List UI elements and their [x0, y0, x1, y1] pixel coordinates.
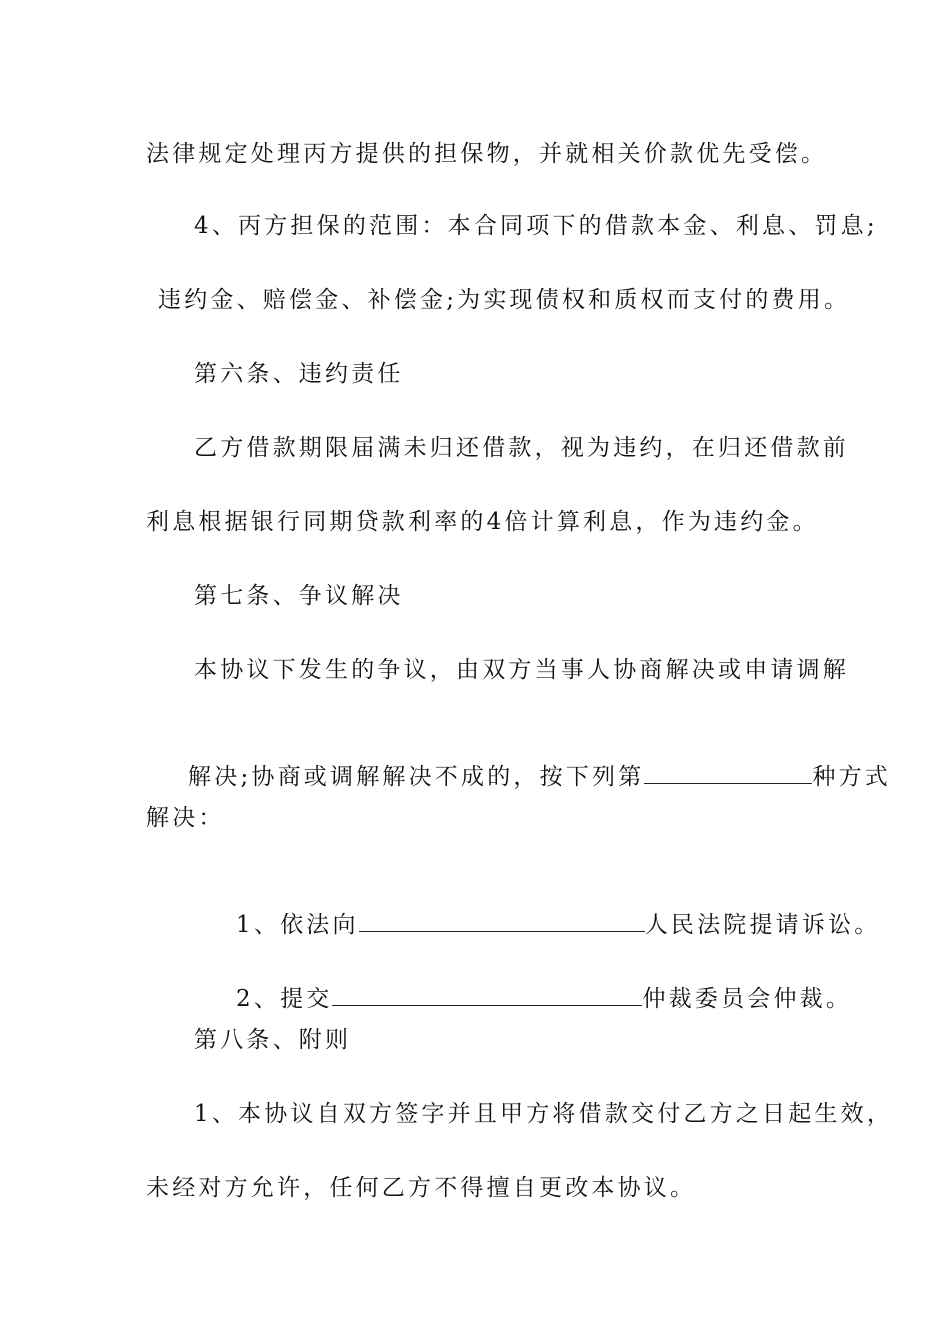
- article-seven-heading: 第七条、争议解决: [194, 583, 404, 609]
- paragraph-line: 法律规定处理丙方提供的担保物，并就相关价款优先受偿。: [146, 141, 828, 167]
- paragraph-line: 违约金、赔偿金、补偿金;为实现债权和质权而支付的费用。: [158, 287, 851, 313]
- arbitration-option-suffix: 仲裁委员会仲裁。: [642, 986, 853, 1012]
- dispute-method-prefix: 解决;协商或调解解决不成的，按下列第: [188, 764, 645, 790]
- paragraph-line: 乙方借款期限届满未归还借款，视为违约，在归还借款前: [194, 435, 849, 461]
- court-option-prefix: 1、依法向: [236, 912, 359, 938]
- arbitration-option-prefix: 2、提交: [236, 986, 333, 1012]
- article-eight-heading: 第八条、附则: [194, 1027, 352, 1053]
- arbitration-blank: [332, 981, 642, 1006]
- paragraph-line: 利息根据银行同期贷款利率的4倍计算利息，作为违约金。: [146, 509, 819, 535]
- court-option-suffix: 人民法院提请诉讼。: [644, 912, 881, 938]
- dispute-method-suffix: 种方式: [812, 764, 892, 790]
- paragraph-line: 1、本协议自双方签字并且甲方将借款交付乙方之日起生效，: [194, 1101, 894, 1127]
- dispute-method-line: [146, 729, 891, 822]
- court-blank: [359, 907, 645, 932]
- guarantee-scope-line: 4、丙方担保的范围：本合同项下的借款本金、利息、罚息;: [194, 213, 878, 239]
- method-blank: [644, 759, 812, 784]
- paragraph-line: 解决：: [146, 805, 225, 831]
- paragraph-line: 本协议下发生的争议，由双方当事人协商解决或申请调解: [194, 657, 849, 683]
- article-six-heading: 第六条、违约责任: [194, 361, 404, 387]
- paragraph-line: 未经对方允许，任何乙方不得擅自更改本协议。: [146, 1175, 697, 1201]
